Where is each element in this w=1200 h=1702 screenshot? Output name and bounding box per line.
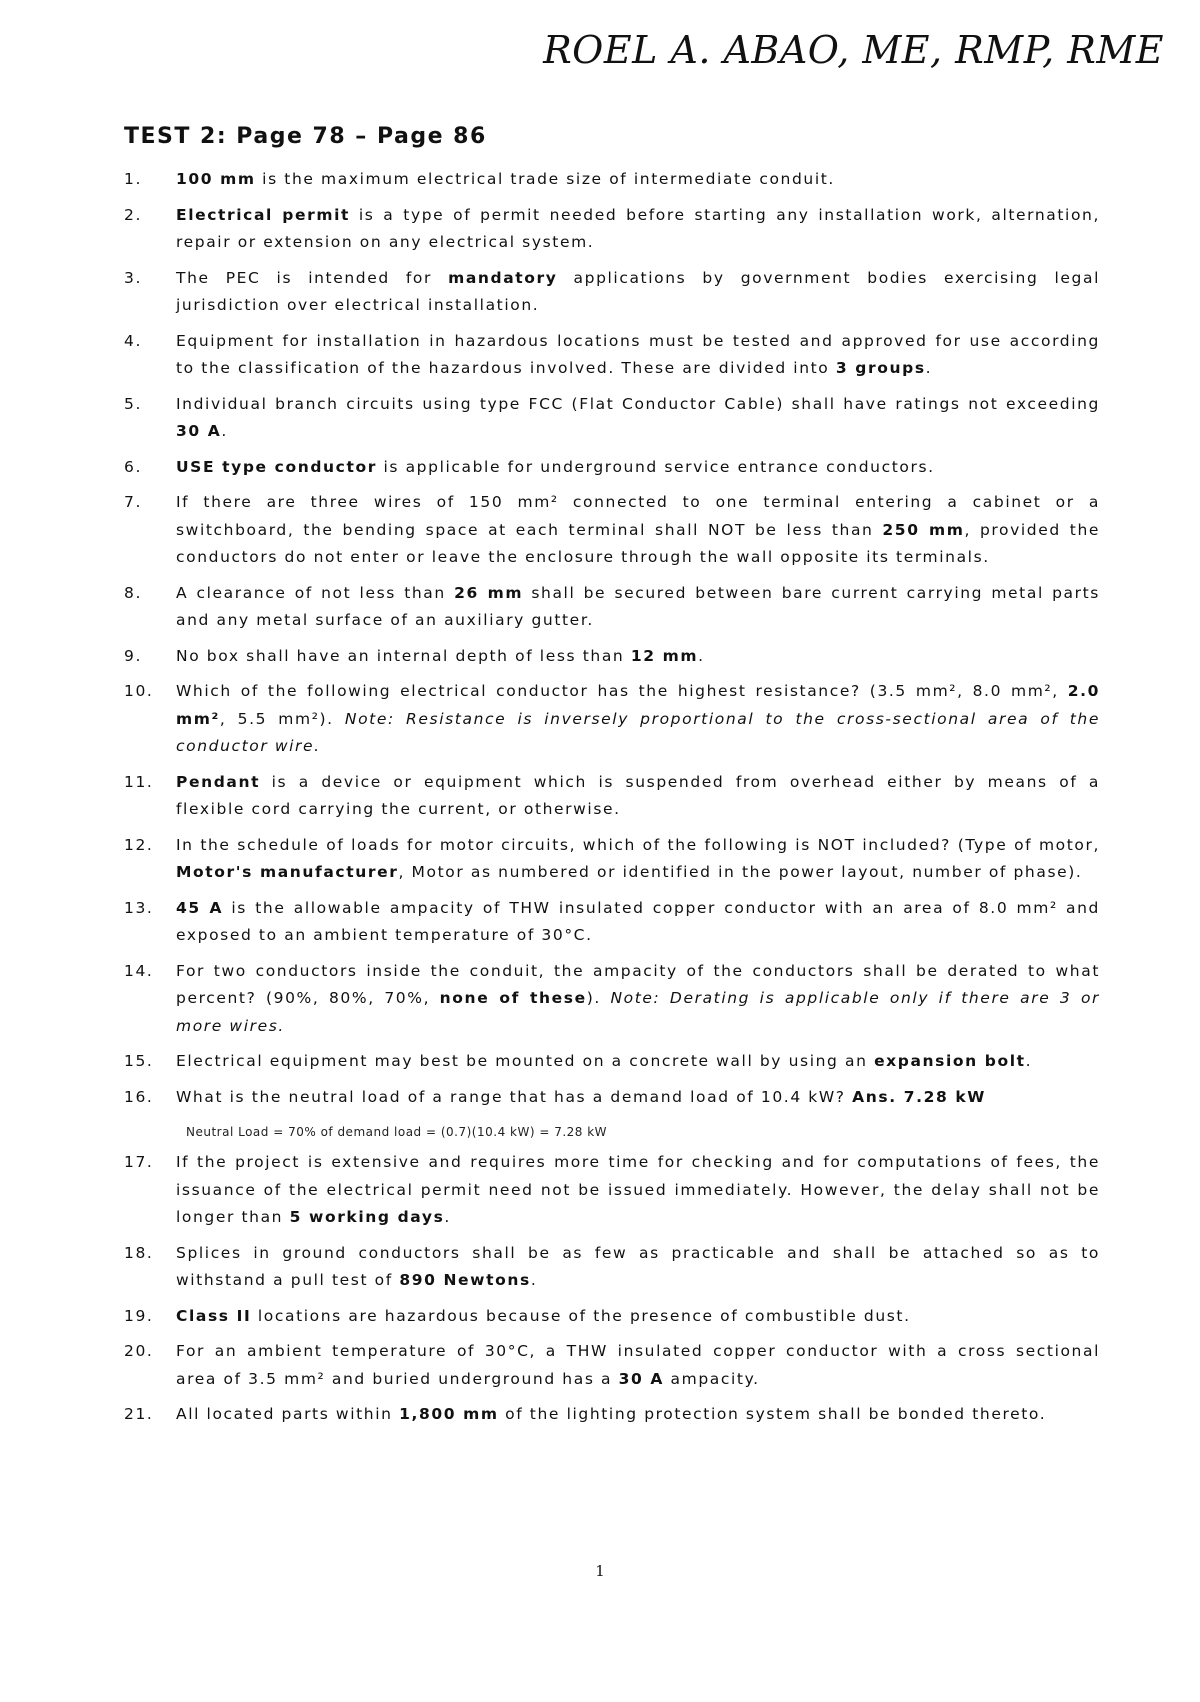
answer-text: 12 mm <box>630 646 699 665</box>
item-text: . <box>221 422 228 440</box>
item-number: 3. <box>124 268 142 287</box>
author-header: ROEL A. ABAO, ME, RMP, RME <box>543 28 1164 72</box>
item-text: What is the neutral load of a range that has a demand load of 10.4 kW? <box>176 1087 853 1106</box>
item-number: 2. <box>124 205 142 224</box>
item-number: 4. <box>124 331 142 350</box>
item-text: No box shall have an internal depth of less than <box>176 646 631 665</box>
item-text: applications by government bodies exercising legal jurisdiction over electrical installation. <box>176 268 1100 314</box>
answer-text: Electrical permit <box>176 205 350 224</box>
answer-text: Pendant <box>176 772 261 791</box>
item-number: 6. <box>124 457 142 476</box>
item-text: Electrical equipment may best be mounted on a concrete wall by using an <box>176 1052 875 1070</box>
solution-text: Neutral Load = 70% of demand load = (0.7)(10.4 kW) = 7.28 kW <box>186 1125 608 1139</box>
item-number: 10. <box>124 682 154 700</box>
item-text: is the allowable ampacity of THW insulated copper conductor with an area of 8.0 mm² and exposed to an ambient temperature of 30°C. <box>176 898 1100 944</box>
list-item <box>124 769 1100 824</box>
item-text: ). <box>586 989 611 1007</box>
item-text: Which of the following electrical conductor has the highest resistance? (3.5 mm², 8.0 mm², <box>176 682 1068 700</box>
item-number: 13. <box>124 898 154 917</box>
item-number: 14. <box>124 961 154 980</box>
answer-text: expansion bolt <box>874 1052 1026 1070</box>
item-text: All located parts within <box>176 1405 400 1423</box>
test-title: TEST 2: Page 78 – Page 86 <box>124 124 487 149</box>
item-text: If the project is extensive and requires more time for checking and for computations of fees, the issuance of the electrical permit need not be issued immediately. However, the delay shall not be longer than <box>176 1153 1100 1226</box>
item-text: , provided the conductors do not enter or leave the enclosure through the wall opposite its terminals. <box>176 520 1101 566</box>
item-text: . <box>925 359 933 377</box>
item-number: 16. <box>124 1087 154 1106</box>
list-item <box>124 166 1100 194</box>
item-number: 21. <box>124 1405 154 1423</box>
answer-text: 2.0 mm² <box>176 682 1100 728</box>
answer-text: Class II <box>176 1306 252 1325</box>
item-text: A clearance of not less than <box>176 583 455 602</box>
answer-text: Motor's manufacturer <box>176 863 399 881</box>
item-number: 20. <box>124 1342 154 1360</box>
answer-text: Ans. 7.28 kW <box>852 1087 986 1106</box>
answer-text: 26 mm <box>454 583 524 602</box>
item-number: 15. <box>124 1052 154 1070</box>
list-item <box>124 643 1100 671</box>
note-text: Note: Resistance is inversely proportional to the cross-sectional area of the conductor wire. <box>176 709 1100 755</box>
item-text: locations are hazardous because of the presence of combustible dust. <box>251 1306 911 1325</box>
answer-text: 1,800 mm <box>399 1405 499 1423</box>
list-item <box>124 1048 1100 1076</box>
answer-text: USE type conductor <box>176 457 377 476</box>
item-number: 1. <box>124 170 142 188</box>
item-text: shall be secured between bare current carrying metal parts and any metal surface of an auxiliary gutter. <box>176 583 1100 629</box>
item-text: For an ambient temperature of 30°C, a THW insulated copper conductor with a cross sectional area of 3.5 mm² and buried underground has a <box>176 1342 1100 1388</box>
answer-text: 5 working days <box>289 1208 445 1226</box>
list-item <box>124 832 1100 887</box>
item-number: 11. <box>124 772 154 791</box>
item-number: 19. <box>124 1306 154 1325</box>
list-item <box>124 678 1100 761</box>
list-item <box>124 328 1100 383</box>
item-number: 17. <box>124 1153 154 1171</box>
item-text: is applicable for underground service entrance conductors. <box>376 457 935 476</box>
list-item <box>124 489 1100 572</box>
item-number: 12. <box>124 835 154 854</box>
item-number: 8. <box>124 583 142 602</box>
item-text: Equipment for installation in hazardous locations must be tested and approved for use according to the classification of the hazardous involved. These are divided into <box>176 331 1100 377</box>
list-item <box>124 202 1100 257</box>
list-item <box>124 1240 1100 1295</box>
item-text: . <box>1025 1052 1033 1070</box>
item-text: of the lighting protection system shall be bonded thereto. <box>498 1405 1047 1423</box>
answer-text: mandatory <box>448 268 558 287</box>
item-text: , 5.5 mm²). <box>219 709 345 728</box>
answer-text: 100 mm <box>176 170 256 188</box>
item-number: 9. <box>124 646 142 665</box>
question-list <box>124 166 1100 1437</box>
list-item <box>124 1401 1100 1429</box>
item-text: is the maximum electrical trade size of intermediate conduit. <box>255 170 835 188</box>
list-item <box>124 895 1100 950</box>
list-item <box>124 1149 1100 1232</box>
list-item <box>124 265 1100 320</box>
answer-text: 45 A <box>176 898 224 917</box>
note-text: Note: Derating is applicable only if there are 3 or more wires. <box>176 989 1100 1035</box>
item-text: Splices in ground conductors shall be as few as practicable and shall be attached so as to withstand a pull test of <box>176 1243 1100 1289</box>
list-item <box>124 391 1100 446</box>
item-text: In the schedule of loads for motor circuits, which of the following is NOT included? (Type of motor, <box>176 835 1100 854</box>
answer-text: 30 A <box>618 1369 665 1388</box>
list-item <box>124 1338 1100 1393</box>
list-item <box>124 1303 1100 1331</box>
item-text: If there are three wires of 150 mm² connected to one terminal entering a cabinet or a switchboard, the bending space at each terminal shall NOT be less than <box>176 493 1100 539</box>
list-item <box>124 1084 1100 1142</box>
item-number: 7. <box>124 493 142 511</box>
item-number: 18. <box>124 1243 154 1262</box>
page-number: 1 <box>595 1562 605 1580</box>
item-text: . <box>530 1271 538 1289</box>
list-item <box>124 580 1100 635</box>
item-text: ampacity. <box>664 1369 760 1388</box>
answer-text: none of these <box>439 989 587 1007</box>
answer-text: 3 groups <box>835 359 926 377</box>
item-text: Individual branch circuits using type FCC (Flat Conductor Cable) shall have ratings not exceeding <box>176 394 1100 413</box>
item-text: The PEC is intended for <box>176 268 449 287</box>
item-text: For two conductors inside the conduit, the ampacity of the conductors shall be derated to what percent? (90%, 80%, 70%, <box>176 961 1100 1007</box>
item-text: . <box>444 1208 451 1226</box>
answer-text: 250 mm <box>882 520 965 539</box>
item-text: , Motor as numbered or identified in the power layout, number of phase). <box>398 863 1083 881</box>
item-text: is a device or equipment which is suspended from overhead either by means of a flexible cord carrying the current, or otherwise. <box>176 772 1100 818</box>
answer-text: 30 A <box>176 422 222 440</box>
item-text: is a type of permit needed before starting any installation work, alternation, repair or extension on any electrical system. <box>176 205 1100 251</box>
answer-text: 890 Newtons <box>399 1271 531 1289</box>
item-number: 5. <box>124 394 142 413</box>
list-item <box>124 454 1100 482</box>
list-item <box>124 958 1100 1041</box>
item-text: . <box>698 646 705 665</box>
